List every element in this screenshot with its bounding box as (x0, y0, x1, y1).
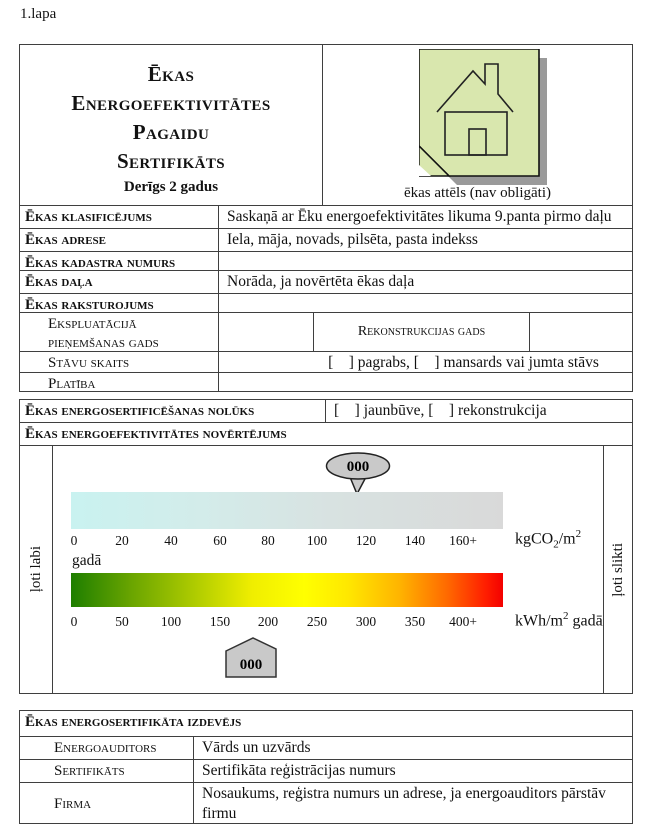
co2-marker-value: 000 (346, 459, 370, 475)
row-value-energoauditors: Vārds un uzvārds (193, 737, 632, 759)
certificate-table (19, 44, 633, 392)
table-row (20, 205, 632, 228)
co2-tick: 140 (404, 533, 426, 548)
ekspluatacija-year-field (218, 313, 313, 351)
co2-tick: 100 (306, 533, 328, 548)
table-row (20, 251, 632, 270)
row-value-klasificejums: Saskaņā ar Ēku energoefektivitātes likuma 9.panta pirmo daļu (218, 206, 632, 228)
building-photo-cell (322, 45, 632, 205)
kwh-tick: 350 (404, 614, 426, 629)
certificate-title-block (20, 45, 322, 205)
table-row (20, 782, 632, 823)
kwh-tick: 200 (257, 614, 279, 629)
rating-chart-row (20, 445, 632, 693)
kwh-scale-ticks (71, 614, 503, 630)
row-label-ekspluatacija-gads: Ekspluatācijā pieņemšanas gads (48, 316, 159, 351)
co2-tick: 40 (164, 533, 178, 548)
table-row (20, 759, 632, 782)
co2-unit-label: $kgCO_2/m^2$ (515, 528, 582, 551)
row-label-energoauditors: Energoauditors (54, 740, 157, 756)
kwh-tick: 300 (355, 614, 377, 629)
table-row (20, 400, 632, 422)
table-row (20, 372, 632, 391)
row-value-stavu-skaits: [ ] pagrabs, [ ] mansards vai jumta stāvs (218, 352, 632, 372)
row-label-firma: Firma (54, 795, 92, 812)
table-row (20, 736, 632, 759)
kwh-unit-label: kWh/$m^2$ gadā (515, 610, 603, 630)
certificate-title-line: Ēkas (147, 62, 195, 86)
row-value-platiba (218, 373, 632, 391)
row-label-klasificejums: Ēkas klasificējums (25, 209, 152, 225)
issuer-table (19, 710, 633, 824)
co2-tick: 0 (70, 533, 78, 548)
certificate-header-row (20, 45, 632, 205)
co2-tick: 120 (355, 533, 377, 548)
row-label-kadastra-numurs: Ēkas kadastra numurs (25, 255, 176, 270)
very-good-label: ļoti labi (27, 546, 44, 593)
row-label-platiba: Platība (48, 376, 96, 391)
rating-chart-area (52, 446, 603, 693)
table-row (20, 312, 632, 351)
row-value-firma: Nosaukums, reģistra numurs un adrese, ja energoauditors pārstāv firmu (193, 783, 632, 823)
very-bad-label: ļoti slikti (609, 542, 626, 597)
rekonstrukcijas-year-field (529, 313, 632, 351)
co2-marker-balloon-icon (325, 452, 391, 496)
kwh-tick: 150 (209, 614, 231, 629)
certificate-title-line: Energoefektivitātes (71, 91, 271, 115)
kwh-marker-value: 000 (239, 657, 263, 673)
row-value-adrese: Iela, māja, novads, pilsēta, pasta indekss (218, 229, 632, 251)
row-label-stavu-skaits: Stāvu skaits (48, 355, 130, 371)
row-value-noluks: [ ] jaunbūve, [ ] rekonstrukcija (325, 400, 632, 422)
kwh-tick: 400+ (449, 614, 477, 629)
page-number-label: 1.lapa (20, 6, 57, 22)
row-value-kadastra-numurs (218, 252, 632, 270)
rekonstrukcijas-gads-label: Rekonstrukcijas gads (313, 313, 529, 351)
kwh-tick: 0 (70, 614, 78, 629)
co2-scale-ticks (71, 533, 503, 549)
row-label-novertejums: Ēkas energoefektivitātes novērtējums (25, 426, 287, 442)
table-row (20, 270, 632, 293)
co2-tick: 60 (213, 533, 227, 548)
co2-tick: 160+ (449, 533, 477, 548)
row-label-adrese: Ēkas adrese (25, 232, 106, 248)
certificate-title-line: Pagaidu (132, 120, 210, 144)
row-value-sertifikats: Sertifikāta reģistrācijas numurs (193, 760, 632, 782)
kwh-tick: 250 (306, 614, 328, 629)
row-value-dala: Norāda, ja novērtēta ēkas daļa (218, 271, 632, 293)
row-label-sertifikats: Sertifikāts (54, 763, 125, 779)
table-row (20, 351, 632, 372)
validity-note: Derīgs 2 gadus (123, 179, 219, 195)
co2-unit-wrap-label: gadā (72, 552, 102, 569)
issuer-header-label: Ēkas energosertifikāta izdevējs (25, 714, 242, 730)
kwh-scale-bar (71, 573, 503, 607)
certificate-title-line: Sertifikāts (116, 149, 226, 173)
photo-caption: ēkas attēls (nav obligāti) (403, 185, 552, 201)
table-row (20, 293, 632, 312)
row-label-raksturojums: Ēkas raksturojums (25, 297, 154, 312)
kwh-tick: 100 (160, 614, 182, 629)
building-photo-icon (419, 49, 559, 191)
row-value-raksturojums (218, 294, 632, 312)
row-label-noluks: Ēkas energosertificēšanas nolūks (25, 403, 255, 419)
table-row (20, 228, 632, 251)
scale-left-strip (20, 446, 52, 693)
table-row (20, 711, 632, 736)
kwh-tick: 50 (115, 614, 129, 629)
co2-tick: 80 (261, 533, 275, 548)
rating-table (19, 399, 633, 694)
scale-right-strip (603, 446, 632, 693)
kwh-marker-house-icon (225, 636, 277, 678)
table-row (20, 422, 632, 445)
co2-tick: 20 (115, 533, 129, 548)
co2-scale-bar (71, 492, 503, 529)
row-label-dala: Ēkas daļa (25, 274, 93, 290)
